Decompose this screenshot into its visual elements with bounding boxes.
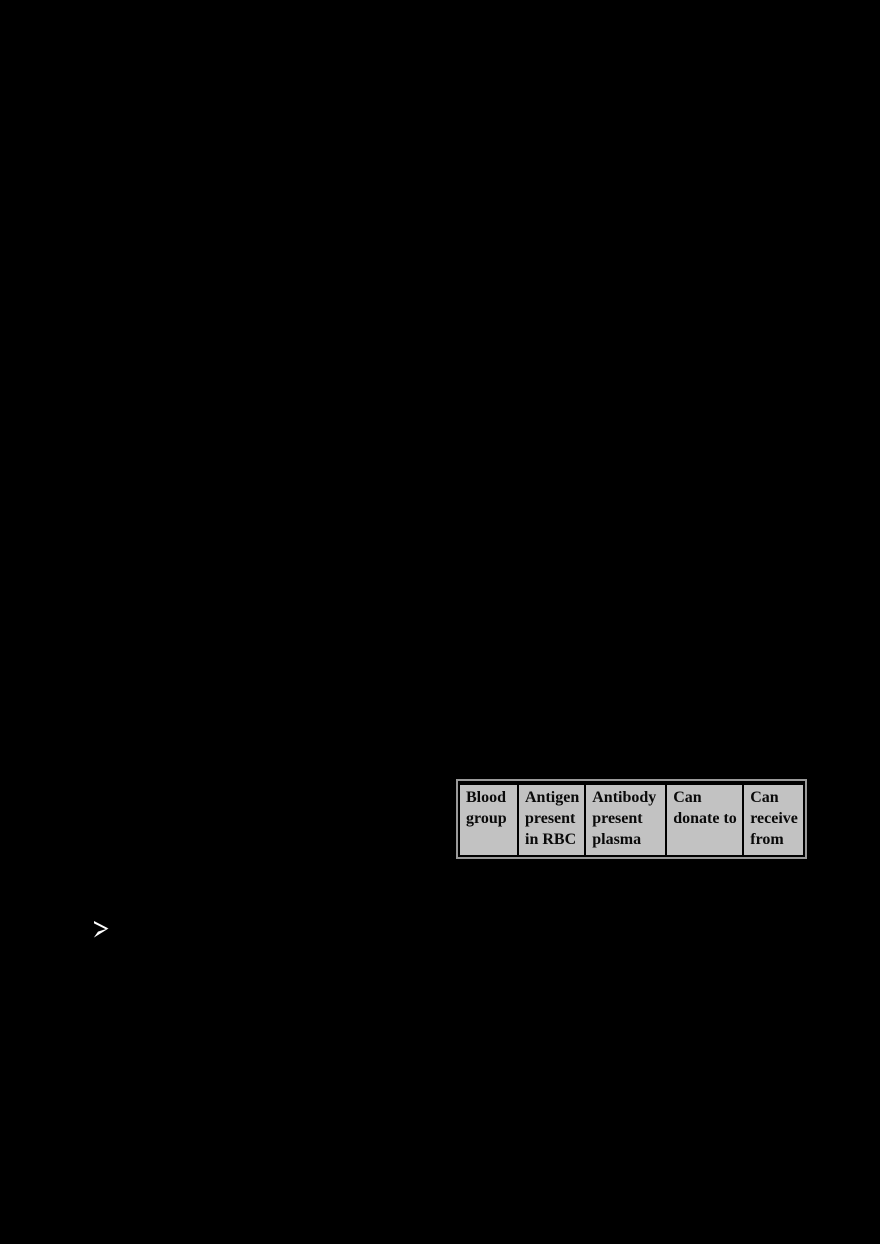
- right-arrowhead-icon: [93, 920, 110, 938]
- blood-group-table-header-row: [458, 781, 805, 857]
- col-header-can-receive-from: Can receive from: [743, 783, 804, 856]
- blood-group-table: [456, 779, 807, 859]
- col-header-blood-group: Blood group: [459, 783, 518, 856]
- col-header-antibody-present-plasma: Antibody present plasma: [585, 783, 666, 856]
- col-header-can-donate-to: Can donate to: [666, 783, 743, 856]
- col-header-antigen-present-in-rbc: Antigen present in RBC: [518, 783, 585, 856]
- table-header-row: [459, 783, 804, 856]
